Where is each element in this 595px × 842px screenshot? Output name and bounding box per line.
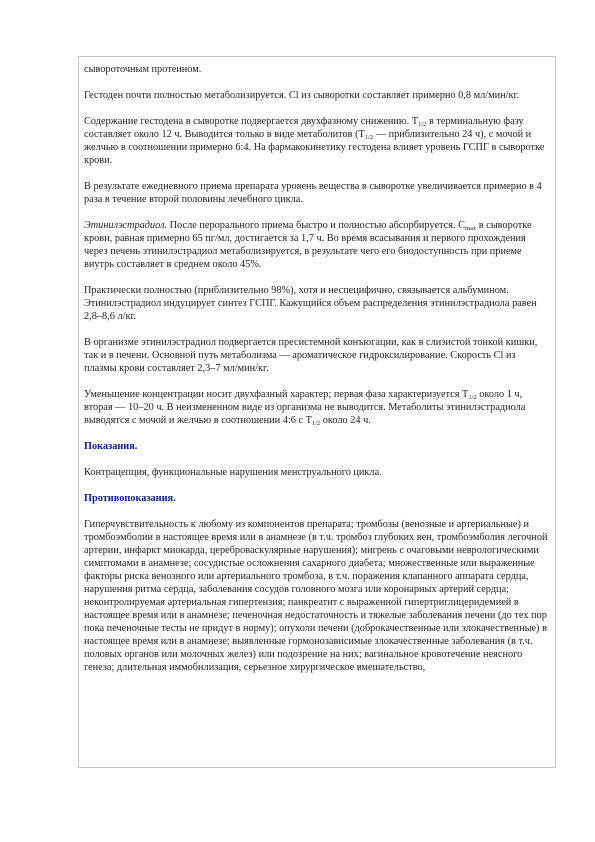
- paragraph-text: Контрацепция, функциональные нарушения менструального цикла.: [84, 467, 382, 478]
- paragraph-text: Гиперчувствительность к любому из компонентов препарата; тромбозы (венозные и артериальные) и тромбоэмболии в настоящее время или в анамнезе (в т.ч. тромбоз глубоких вен, тромбоэмболия легочной артерии, инфаркт миокарда, цереброваскулярные нарушения); мигрень с очаговыми неврологическими симптомами в анамнезе; сосудистые осложнения сахарного диабета; множественные или выраженные факторы риска венозного или артериального тромбоза, в т.ч. поражения клапанного аппарата сердца, нарушения ритма сердца, заболевания сосудов головного мозга или коронарных артерий сердца; неконтролируемая артериальная гипертензия; панкреатит с выраженной гипертриглицеридемией в настоящее время или в анамнезе; печеночная недостаточность и тяжелые заболевания печени (до тех пор пока печеночные тесты не придут в норму); опухоли печени (доброкачественные или злокачественные) в настоящее время или в анамнезе; выявленные гормонозависимые злокачественные заболевания (в т.ч. половых органов или молочных желез) или подозрение на них; вагинальное кровотечение неясного генеза; длительная иммобилизация, серьезное хирургическое вмешательство,: [84, 519, 548, 673]
- paragraph: [84, 284, 549, 323]
- section-heading-indications: Показания.: [84, 441, 138, 452]
- subscript: 1/2: [364, 134, 374, 141]
- paragraph: [84, 466, 549, 479]
- paragraph-text: Гестоден почти полностью метаболизируется. Cl из сыворотки составляет примерно 0,8 мл/мин/кг.: [84, 90, 520, 101]
- paragraph: [84, 89, 549, 102]
- paragraph-text: Содержание гестодена в сыворотке подвергается двухфазному снижению. T: [84, 116, 419, 127]
- paragraph-text: в терминальную фазу составляет около 12 ч. Выводится только в виде метаболитов (T: [84, 116, 524, 140]
- subscript: 1/2: [468, 394, 477, 401]
- paragraph: [84, 115, 549, 167]
- subscript: 1/2: [311, 420, 321, 427]
- paragraph-text: около 1 ч, вторая — 10–20 ч. В неизмененном виде из организма не выводится. Метаболиты этинилэстрадиола выводятся с мочой и желчью в соотношении 4:6 с T: [84, 389, 526, 426]
- paragraph: [84, 518, 549, 674]
- paragraph-text: После перорального приема быстро и полностью абсорбируется. C: [167, 220, 465, 231]
- subscript: max: [464, 225, 477, 232]
- paragraph-text: В результате ежедневного приема препарата уровень вещества в сыворотке увеличивается примерно в 4 раза в течение второй половины лечебного цикла.: [84, 181, 542, 205]
- paragraph-text: Практически полностью (приблизительно 98%), хотя и неспецифично, связывается альбумином. Этинилэстрадиол индуцирует синтез ГСПГ. Кажущийся объем распределения этинилэстрадиола равен 2,8–8,6 л/кг.: [84, 285, 537, 322]
- paragraph-text: в сыворотке крови, равная примерно 65 пг/мл, достигается за 1,7 ч. Во время всасывания и первого прохождения через печень этинилэстрадиол метаболизируется, в результате чего его биодоступность при приеме внутрь составляет в среднем около 45%.: [84, 220, 532, 270]
- paragraph: [84, 219, 549, 271]
- section-heading-contraindications: Противопоказания.: [84, 493, 176, 504]
- paragraph: [84, 388, 549, 427]
- paragraph-text: сывороточным протеином.: [84, 64, 202, 75]
- drug-name-italic: Этинилэстрадиол.: [84, 220, 168, 231]
- document-frame: [78, 56, 556, 768]
- paragraph-text: В организме этинилэстрадиол подвергается пресистемной конъюгации, как в слизистой тонкой кишки, так и в печени. Основной путь метаболизма — ароматическое гидроксилирование. Скорость Cl из плазмы крови составляет 2,3–7 мл/мин/кг.: [84, 337, 538, 374]
- paragraph-text: около 24 ч.: [320, 415, 371, 426]
- paragraph-text: Уменьшение концентрации носит двухфазный характер; первая фаза характеризуется T: [84, 389, 469, 400]
- document-body: [79, 57, 555, 674]
- paragraph: [84, 63, 549, 76]
- subscript: 1/2: [418, 121, 427, 128]
- paragraph: [84, 180, 549, 206]
- paragraph: [84, 336, 549, 375]
- paragraph-text: — приблизительно 24 ч), с мочой и желчью в соотношении примерно 6:4. На фармакокинетику гестодена влияет уровень ГСПГ в сыворотке крови.: [84, 129, 545, 166]
